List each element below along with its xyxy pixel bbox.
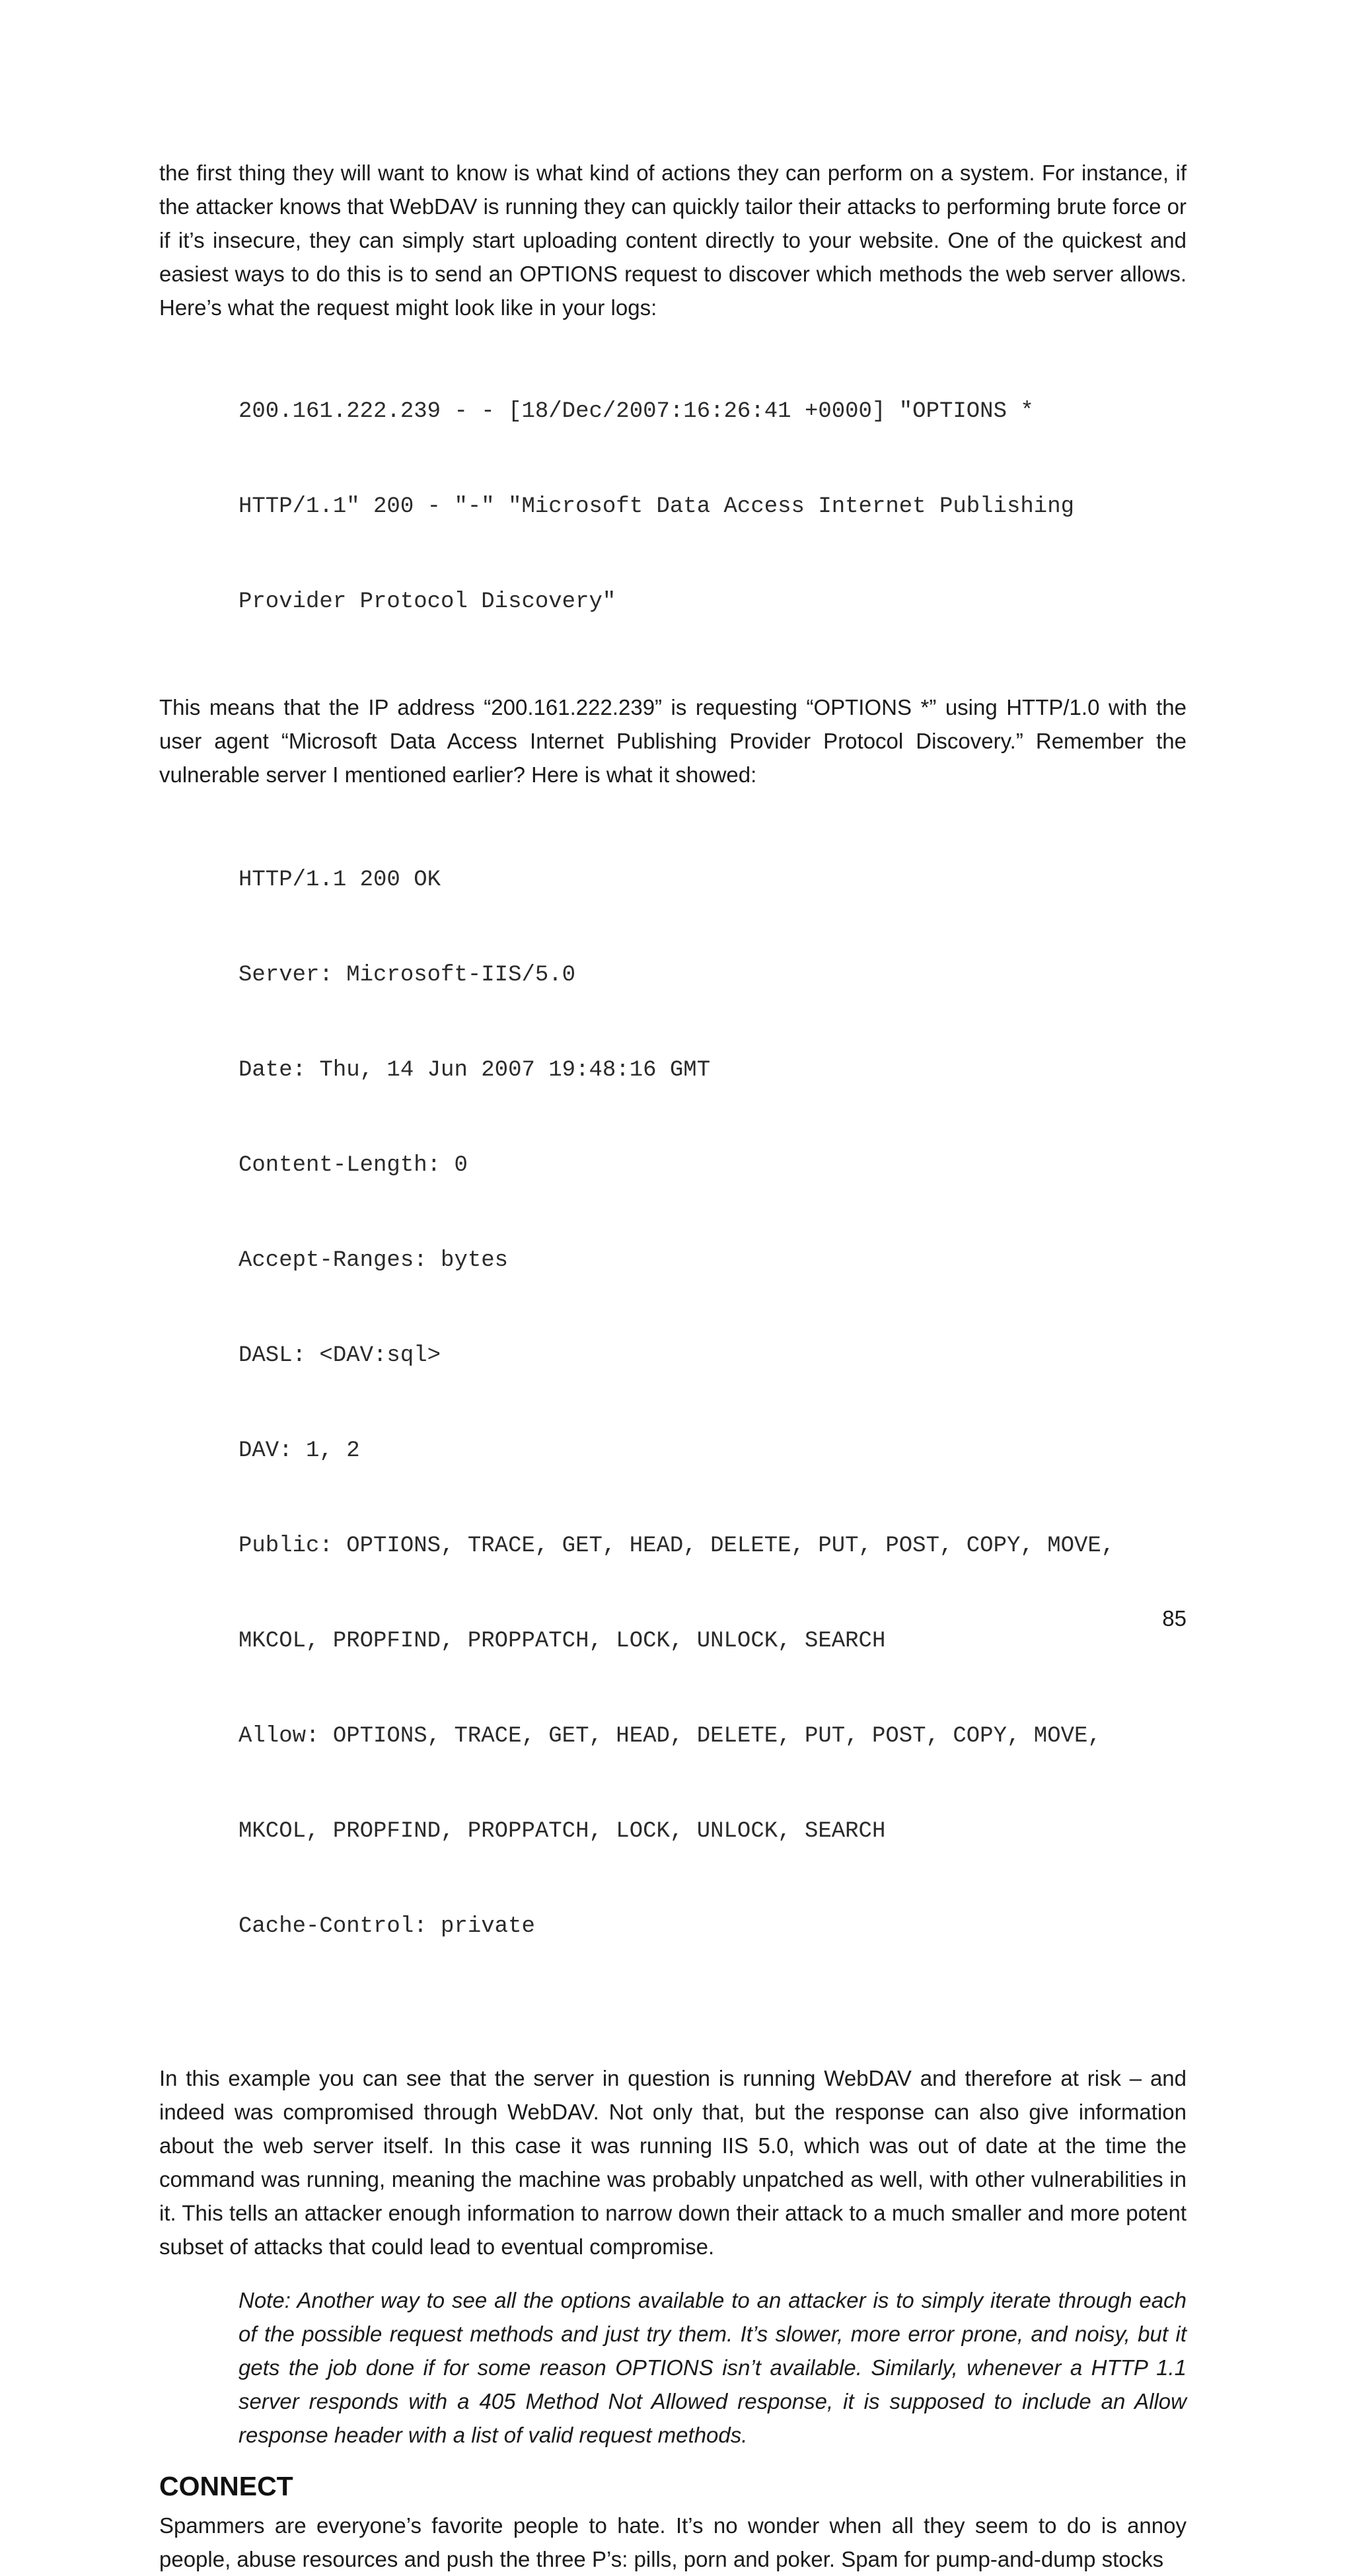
code-line: Content-Length: 0	[238, 1153, 468, 1178]
code-line: Accept-Ranges: bytes	[238, 1248, 509, 1273]
code-line: Date: Thu, 14 Jun 2007 19:48:16 GMT	[238, 1058, 711, 1083]
code-block-log-entry	[159, 332, 1187, 681]
code-line: 200.161.222.239 - - [18/Dec/2007:16:26:41 +0000] "OPTIONS *	[238, 399, 1034, 424]
page-number: 85	[1162, 1606, 1187, 1631]
code-line: DAV: 1, 2	[238, 1438, 360, 1463]
code-line: DASL: <DAV:sql>	[238, 1343, 441, 1368]
code-line: Cache-Control: private	[238, 1914, 535, 1939]
code-block-server-response	[159, 801, 1187, 2006]
code-line: Provider Protocol Discovery"	[238, 589, 616, 614]
code-line: HTTP/1.1 200 OK	[238, 867, 441, 893]
code-line: HTTP/1.1" 200 - "-" "Microsoft Data Access Internet Publishing	[238, 494, 1075, 519]
section-heading-connect: CONNECT	[159, 2471, 293, 2501]
paragraph-analysis: In this example you can see that the server in question is running WebDAV and therefore at risk – and indeed was compromised through WebDAV. Not only that, but the response can also give information about the web server itself. In this case it was running IIS 5.0, which was out of date at the time the command was running, meaning the machine was probably unpatched as well, with other vulnerabilities in it. This tells an attacker enough information to narrow down their attack to a much smaller and more potent subset of attacks that could lead to eventual compromise.	[159, 2066, 1187, 2259]
page-body	[159, 156, 1187, 2576]
paragraph-explanation: This means that the IP address “200.161.222.239” is requesting “OPTIONS *” using HTTP/1.0 with the user agent “Microsoft Data Access Internet Publishing Provider Protocol Discovery.” Remember the vulnerable server I mentioned earlier? Here is what it showed:	[159, 695, 1187, 787]
note-block: Note: Another way to see all the options available to an attacker is to simply iterate through each of the possible request methods and just try them. It’s slower, more error prone, and noisy, but it gets the job done if for some reason OPTIONS isn’t available. Similarly, whenever a HTTP 1.1 server responds with a 405 Method Not Allowed response, it is supposed to include an Allow response header with a list of valid request methods.	[238, 2288, 1187, 2447]
paragraph-intro: the first thing they will want to know is what kind of actions they can perform on a system. For instance, if the attacker knows that WebDAV is running they can quickly tailor their attacks to performing brute force or if it’s insecure, they can simply start uploading content directly to your website. One of the quickest and easiest ways to do this is to send an OPTIONS request to discover which methods the web server allows. Here’s what the request might look like in your logs:	[159, 161, 1187, 320]
code-line: Server: Microsoft-IIS/5.0	[238, 963, 576, 988]
code-line: MKCOL, PROPFIND, PROPPATCH, LOCK, UNLOCK, SEARCH	[238, 1819, 886, 1844]
paragraph-connect-intro: Spammers are everyone’s favorite people to hate. It’s no wonder when all they seem to do is annoy people, abuse resources and push the three P’s: pills, porn and poker. Spam for pump-and-dump stocks	[159, 2513, 1187, 2571]
code-line: Allow: OPTIONS, TRACE, GET, HEAD, DELETE, PUT, POST, COPY, MOVE,	[238, 1724, 1101, 1749]
code-line: MKCOL, PROPFIND, PROPPATCH, LOCK, UNLOCK, SEARCH	[238, 1629, 886, 1654]
code-line: Public: OPTIONS, TRACE, GET, HEAD, DELETE, PUT, POST, COPY, MOVE,	[238, 1533, 1115, 1559]
